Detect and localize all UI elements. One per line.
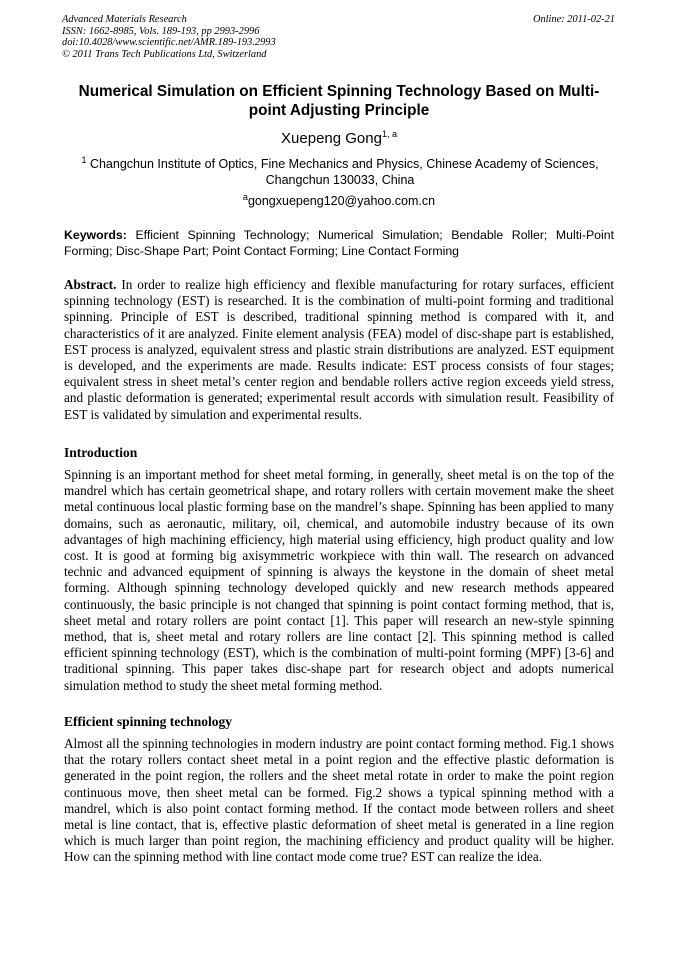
keywords-label: Keywords: bbox=[64, 228, 127, 242]
abstract-label: Abstract. bbox=[64, 277, 117, 292]
affiliation-text: Changchun Institute of Optics, Fine Mechanics and Physics, Chinese Academy of Sciences, Changchun 130033, China bbox=[89, 157, 599, 187]
journal-copyright: © 2011 Trans Tech Publications Ltd, Switzerland bbox=[62, 48, 267, 60]
paragraph-introduction: Spinning is an important method for sheet metal forming, in generally, sheet metal is on the top of the mandrel which has certain geometrical shape, and rotary rollers with certain movement make the sheet metal continuous local plastic forming base on the mandrel’s shape. Spinning has been applied to many domains, such as aeronautic, military, oil, chemical, and automobile industry because of its own advantages of high machining efficiency, high material using efficiency, high product quality and low cost. It is good at forming big axisymmetric workpiece with thin wall. The research on advanced technic and advanced equipment of spinning is always the keystone in the domain of sheet metal forming. Although spinning technology developed quickly and new research methods appeared continuously, the basic principle is not changed that spinning is point contact forming method, that is, sheet metal and rotary rollers are point contact [1]. This paper will research an new-style spinning method, that is, sheet metal and rotary rollers are line contact [2]. This spinning method is called efficient spinning technology (EST), which is the combination of multi-point forming (MPF) [3-6] and traditional spinning. This paper takes disc-shape part for research object and adopts numerical simulation method to study the sheet metal forming method. bbox=[64, 467, 614, 693]
journal-doi: doi:10.4028/www.scientific.net/AMR.189-193.2993 bbox=[62, 37, 276, 49]
author-sup: 1, a bbox=[381, 129, 397, 139]
heading-introduction: Introduction bbox=[64, 445, 138, 460]
author-email bbox=[64, 193, 614, 209]
email-sup: a bbox=[242, 191, 248, 202]
online-date: Online: 2011-02-21 bbox=[532, 14, 615, 25]
keywords bbox=[64, 227, 614, 259]
keywords-text: Efficient Spinning Technology; Numerical Simulation; Bendable Roller; Multi-Point Forming; Disc-Shape Part; Point Contact Forming; Line Contact Forming bbox=[64, 228, 614, 259]
paper-title: Numerical Simulation on Efficient Spinning Technology Based on Multi-point Adjusting Principle bbox=[78, 83, 600, 119]
author-line bbox=[64, 130, 614, 148]
journal-header bbox=[62, 14, 276, 60]
journal-issn: ISSN: 1662-8985, Vols. 189-193, pp 2993-2996 bbox=[62, 25, 260, 37]
paragraph-efficient-spinning: Almost all the spinning technologies in modern industry are point contact forming method. Fig.1 shows that the rotary rollers contact sheet metal in a point region and the effective plastic deformation is generated in the point region, the rollers and the sheet metal rotate in order to make the point region continuous move, then sheet metal can be formed. Fig.2 shows a typical spinning method with a mandrel, which is also point contact forming method. If the contact mode between rollers and sheet metal is line contact, that is, effective plastic deformation of sheet metal is generated in a line region which is much larger than point region, the machining efficiency and product quality will be higher. How can the spinning method with line contact mode come true? EST can realize the idea. bbox=[64, 736, 614, 865]
affiliation-sup: 1 bbox=[81, 154, 87, 165]
abstract-text: In order to realize high efficiency and flexible manufacturing for rotary surfaces, efficient spinning technology (EST) is researched. It is the combination of multi-point forming and traditional spinning. Principle of EST is described, traditional spinning method is compared with it, and characteristics of it are analyzed. Finite element analysis (FEA) model of disc-shape part is established, EST process is analyzed, equivalent stress and plastic strain distributions are analyzed. EST equipment is developed, and the experiments are made. Results indicate: EST process consists of four stages; equivalent stress in sheet metal’s center region and bendable rollers active region exceeds yield stress, and plastic deformation is generated; experimental result accords with simulation result. Feasibility of EST is validated by simulation and experimental results. bbox=[64, 277, 615, 422]
abstract bbox=[64, 277, 614, 423]
journal-name: Advanced Materials Research bbox=[62, 14, 187, 25]
heading-efficient-spinning: Efficient spinning technology bbox=[64, 714, 233, 729]
affiliation bbox=[80, 156, 600, 188]
email-address[interactable]: gongxuepeng120@yahoo.com.cn bbox=[247, 194, 436, 208]
author-name: Xuepeng Gong bbox=[281, 130, 382, 147]
